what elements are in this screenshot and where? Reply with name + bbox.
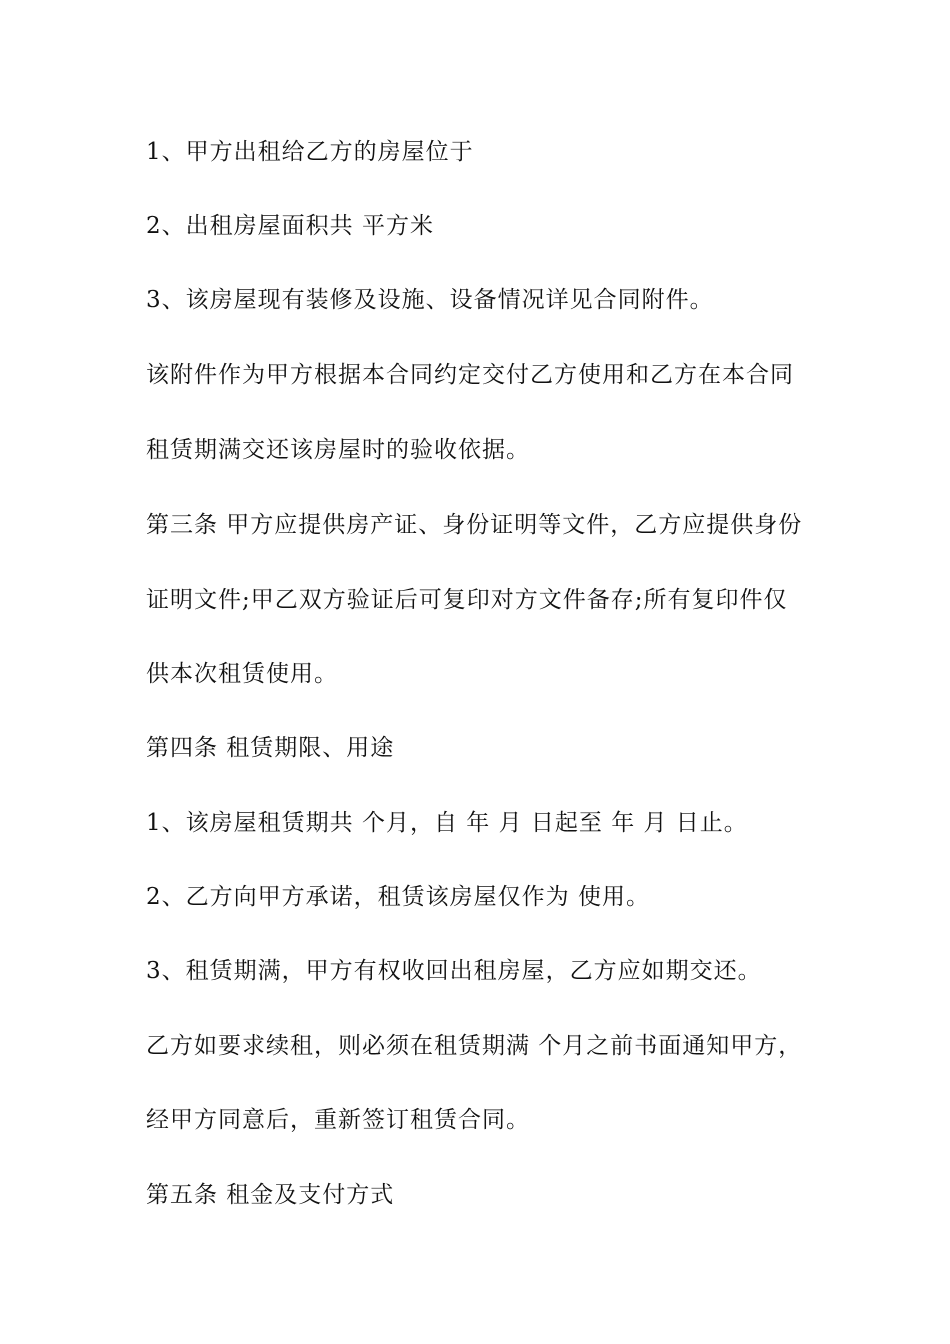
clause-line: 经甲方同意后，重新签订租赁合同。	[146, 1107, 530, 1133]
article-5-heading: 第五条 租金及支付方式	[146, 1182, 395, 1208]
clause-line: 3、租赁期满，甲方有权收回出租房屋，乙方应如期交还。	[146, 958, 762, 984]
clause-line: 租赁期满交还该房屋时的验收依据。	[146, 437, 530, 463]
clause-line: 该附件作为甲方根据本合同约定交付乙方使用和乙方在本合同	[146, 362, 794, 388]
clause-line: 3、该房屋现有装修及设施、设备情况详见合同附件。	[146, 287, 714, 313]
article-3-heading: 第三条 甲方应提供房产证、身份证明等文件，乙方应提供身份	[146, 512, 803, 538]
article-4-heading: 第四条 租赁期限、用途	[146, 735, 395, 761]
clause-line: 1、甲方出租给乙方的房屋位于	[146, 139, 474, 165]
clause-line: 1、该房屋租赁期共 个月，自 年 月 日起至 年 月 日止。	[146, 810, 748, 836]
clause-line: 供本次租赁使用。	[146, 661, 338, 687]
clause-line: 乙方如要求续租，则必须在租赁期满 个月之前书面通知甲方，	[146, 1033, 803, 1059]
clause-line: 证明文件;甲乙双方验证后可复印对方文件备存;所有复印件仅	[146, 587, 788, 613]
clause-line: 2、出租房屋面积共 平方米	[146, 213, 434, 239]
clause-line: 2、乙方向甲方承诺，租赁该房屋仅作为 使用。	[146, 884, 650, 910]
